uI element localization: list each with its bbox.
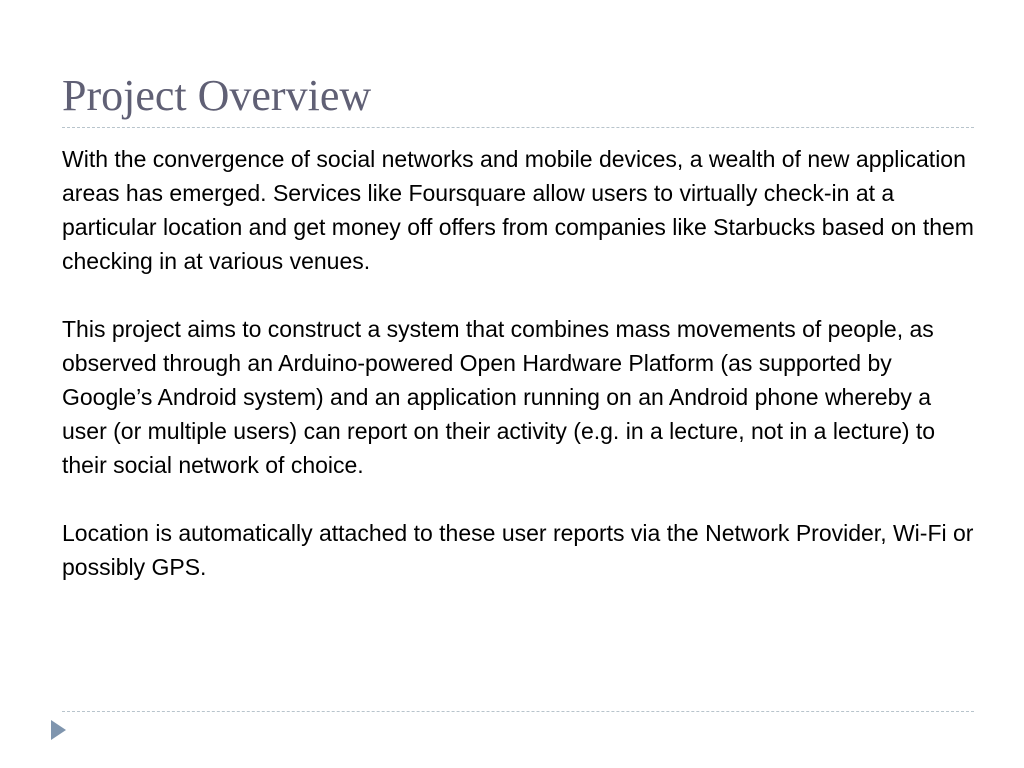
paragraph-project-aim: This project aims to construct a system that combines mass movements of people, as observed through an Arduino-powered Open Hardware Platform (as supported by Google’s Android system) and an application running on an Android phone whereby a user (or multiple users) can report on their activity (e.g. in a lecture, not in a lecture) to their social network of choice. — [62, 316, 936, 478]
title-divider — [62, 127, 974, 128]
paragraph-location: Location is automatically attached to these user reports via the Network Provider, Wi-Fi or possibly GPS. — [62, 520, 974, 580]
slide-title: Project Overview — [62, 71, 372, 120]
play-arrow-icon[interactable] — [51, 720, 66, 740]
footer-divider — [62, 711, 974, 712]
paragraph-convergence: With the convergence of social networks and mobile devices, a wealth of new application areas has emerged. Services like Foursquare allow users to virtually check-in at a particular location and get money off offers from companies like Starbucks based on them checking in at various venues. — [62, 146, 974, 274]
slide-body — [62, 142, 974, 618]
